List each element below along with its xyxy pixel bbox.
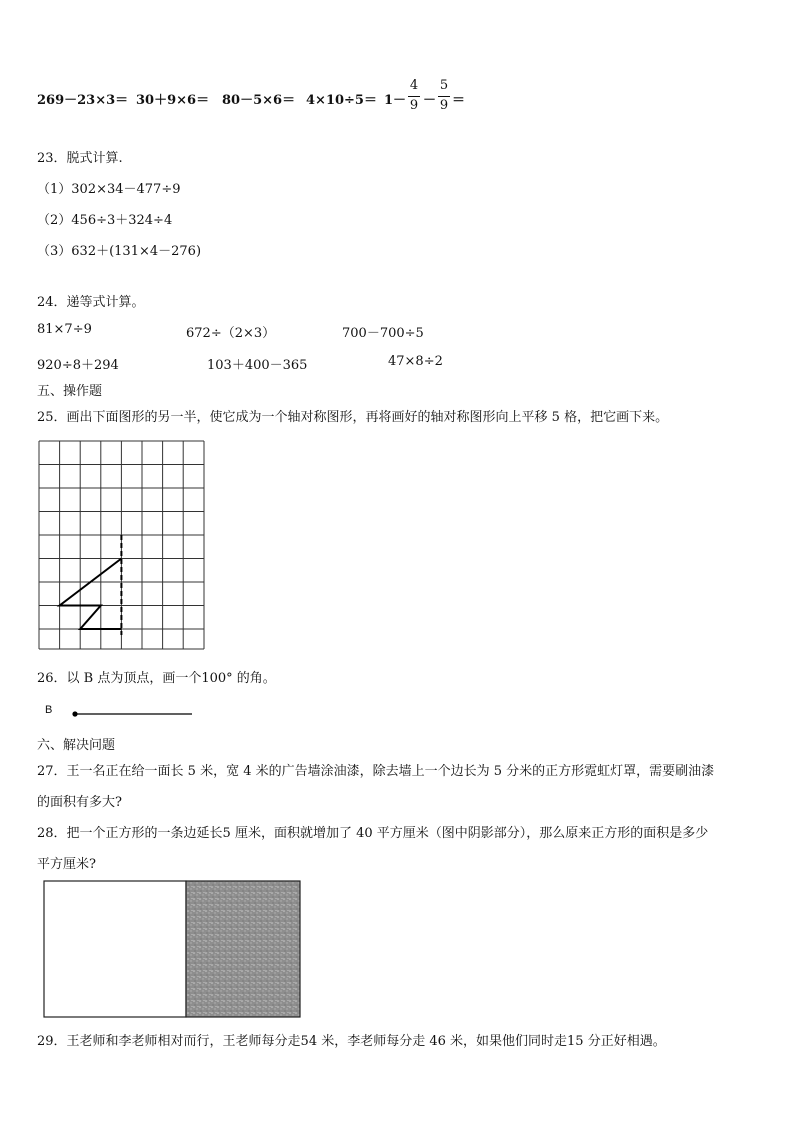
- q24-expr-1: 81×7÷9: [37, 322, 92, 337]
- q23-item-2: （2）456÷3＋324÷4: [37, 213, 173, 228]
- q25-grid-figure: [36, 437, 208, 652]
- q28-line-1: 28．把一个正方形的一条边延长5 厘米，面积就增加了 40 平方厘米（图中阴影部分），那么原来正方形的面积是多少: [37, 826, 709, 841]
- expr-3: 80－5×6＝: [222, 93, 296, 108]
- expr-5-lead: 1－: [384, 93, 407, 108]
- q27-line-2: 的面积有多大?: [37, 795, 122, 810]
- fraction-bar: [438, 96, 450, 97]
- expr-1: 269－23×3＝: [37, 93, 129, 108]
- fraction-4-9: [407, 78, 421, 114]
- expr-4: 4×10÷5＝: [306, 93, 377, 108]
- expr-5-minus: －: [423, 93, 437, 108]
- q28-square-figure: [43, 880, 303, 1020]
- fraction-denominator: 9: [439, 98, 449, 113]
- fraction-bar: [408, 96, 420, 97]
- q24-expr-3: 700－700÷5: [342, 326, 424, 341]
- q24-expr-5: 103＋400－365: [207, 358, 308, 373]
- q23-item-1: （1）302×34－477÷9: [37, 182, 181, 197]
- expr-2: 30＋9×6＝: [136, 93, 210, 108]
- q23-title: 23．脱式计算.: [37, 151, 123, 166]
- q23-item-3: （3）632＋(131×4－276): [37, 244, 202, 259]
- fraction-denominator: 9: [409, 98, 419, 113]
- q28-line-2: 平方厘米?: [37, 857, 96, 872]
- q24-expr-2: 672÷（2×3）: [186, 326, 276, 341]
- q24-expr-4: 920÷8＋294: [37, 358, 119, 373]
- expr-5-equals: ＝: [452, 93, 466, 108]
- section-6-heading: 六、解决问题: [37, 738, 116, 753]
- q24-expr-6: 47×8÷2: [388, 354, 443, 369]
- q24-title: 24．递等式计算。: [37, 295, 145, 310]
- fraction-numerator: 5: [439, 78, 449, 93]
- section-5-heading: 五、操作题: [37, 384, 103, 399]
- point-b-label: B: [45, 704, 53, 716]
- ray-from-b: [70, 708, 196, 720]
- fraction-numerator: 4: [409, 78, 419, 93]
- q26-text: 26．以 B 点为顶点，画一个100° 的角。: [37, 671, 276, 686]
- q29-text: 29．王老师和李老师相对而行，王老师每分走54 米，李老师每分走 46 米，如果他们同时走15 分正好相遇。: [37, 1034, 666, 1049]
- q25-text: 25．画出下面图形的另一半，使它成为一个轴对称图形，再将画好的轴对称图形向上平移 5 格，把它画下来。: [37, 410, 669, 425]
- q27-line-1: 27．王一名正在给一面长 5 米，宽 4 米的广告墙涂油漆，除去墙上一个边长为 5 分米的正方形霓虹灯罩，需要刷油漆: [37, 764, 715, 779]
- fraction-5-9: [437, 78, 451, 114]
- half-shape: [60, 559, 122, 630]
- shaded-extension: [186, 881, 300, 1017]
- original-square: [44, 881, 186, 1017]
